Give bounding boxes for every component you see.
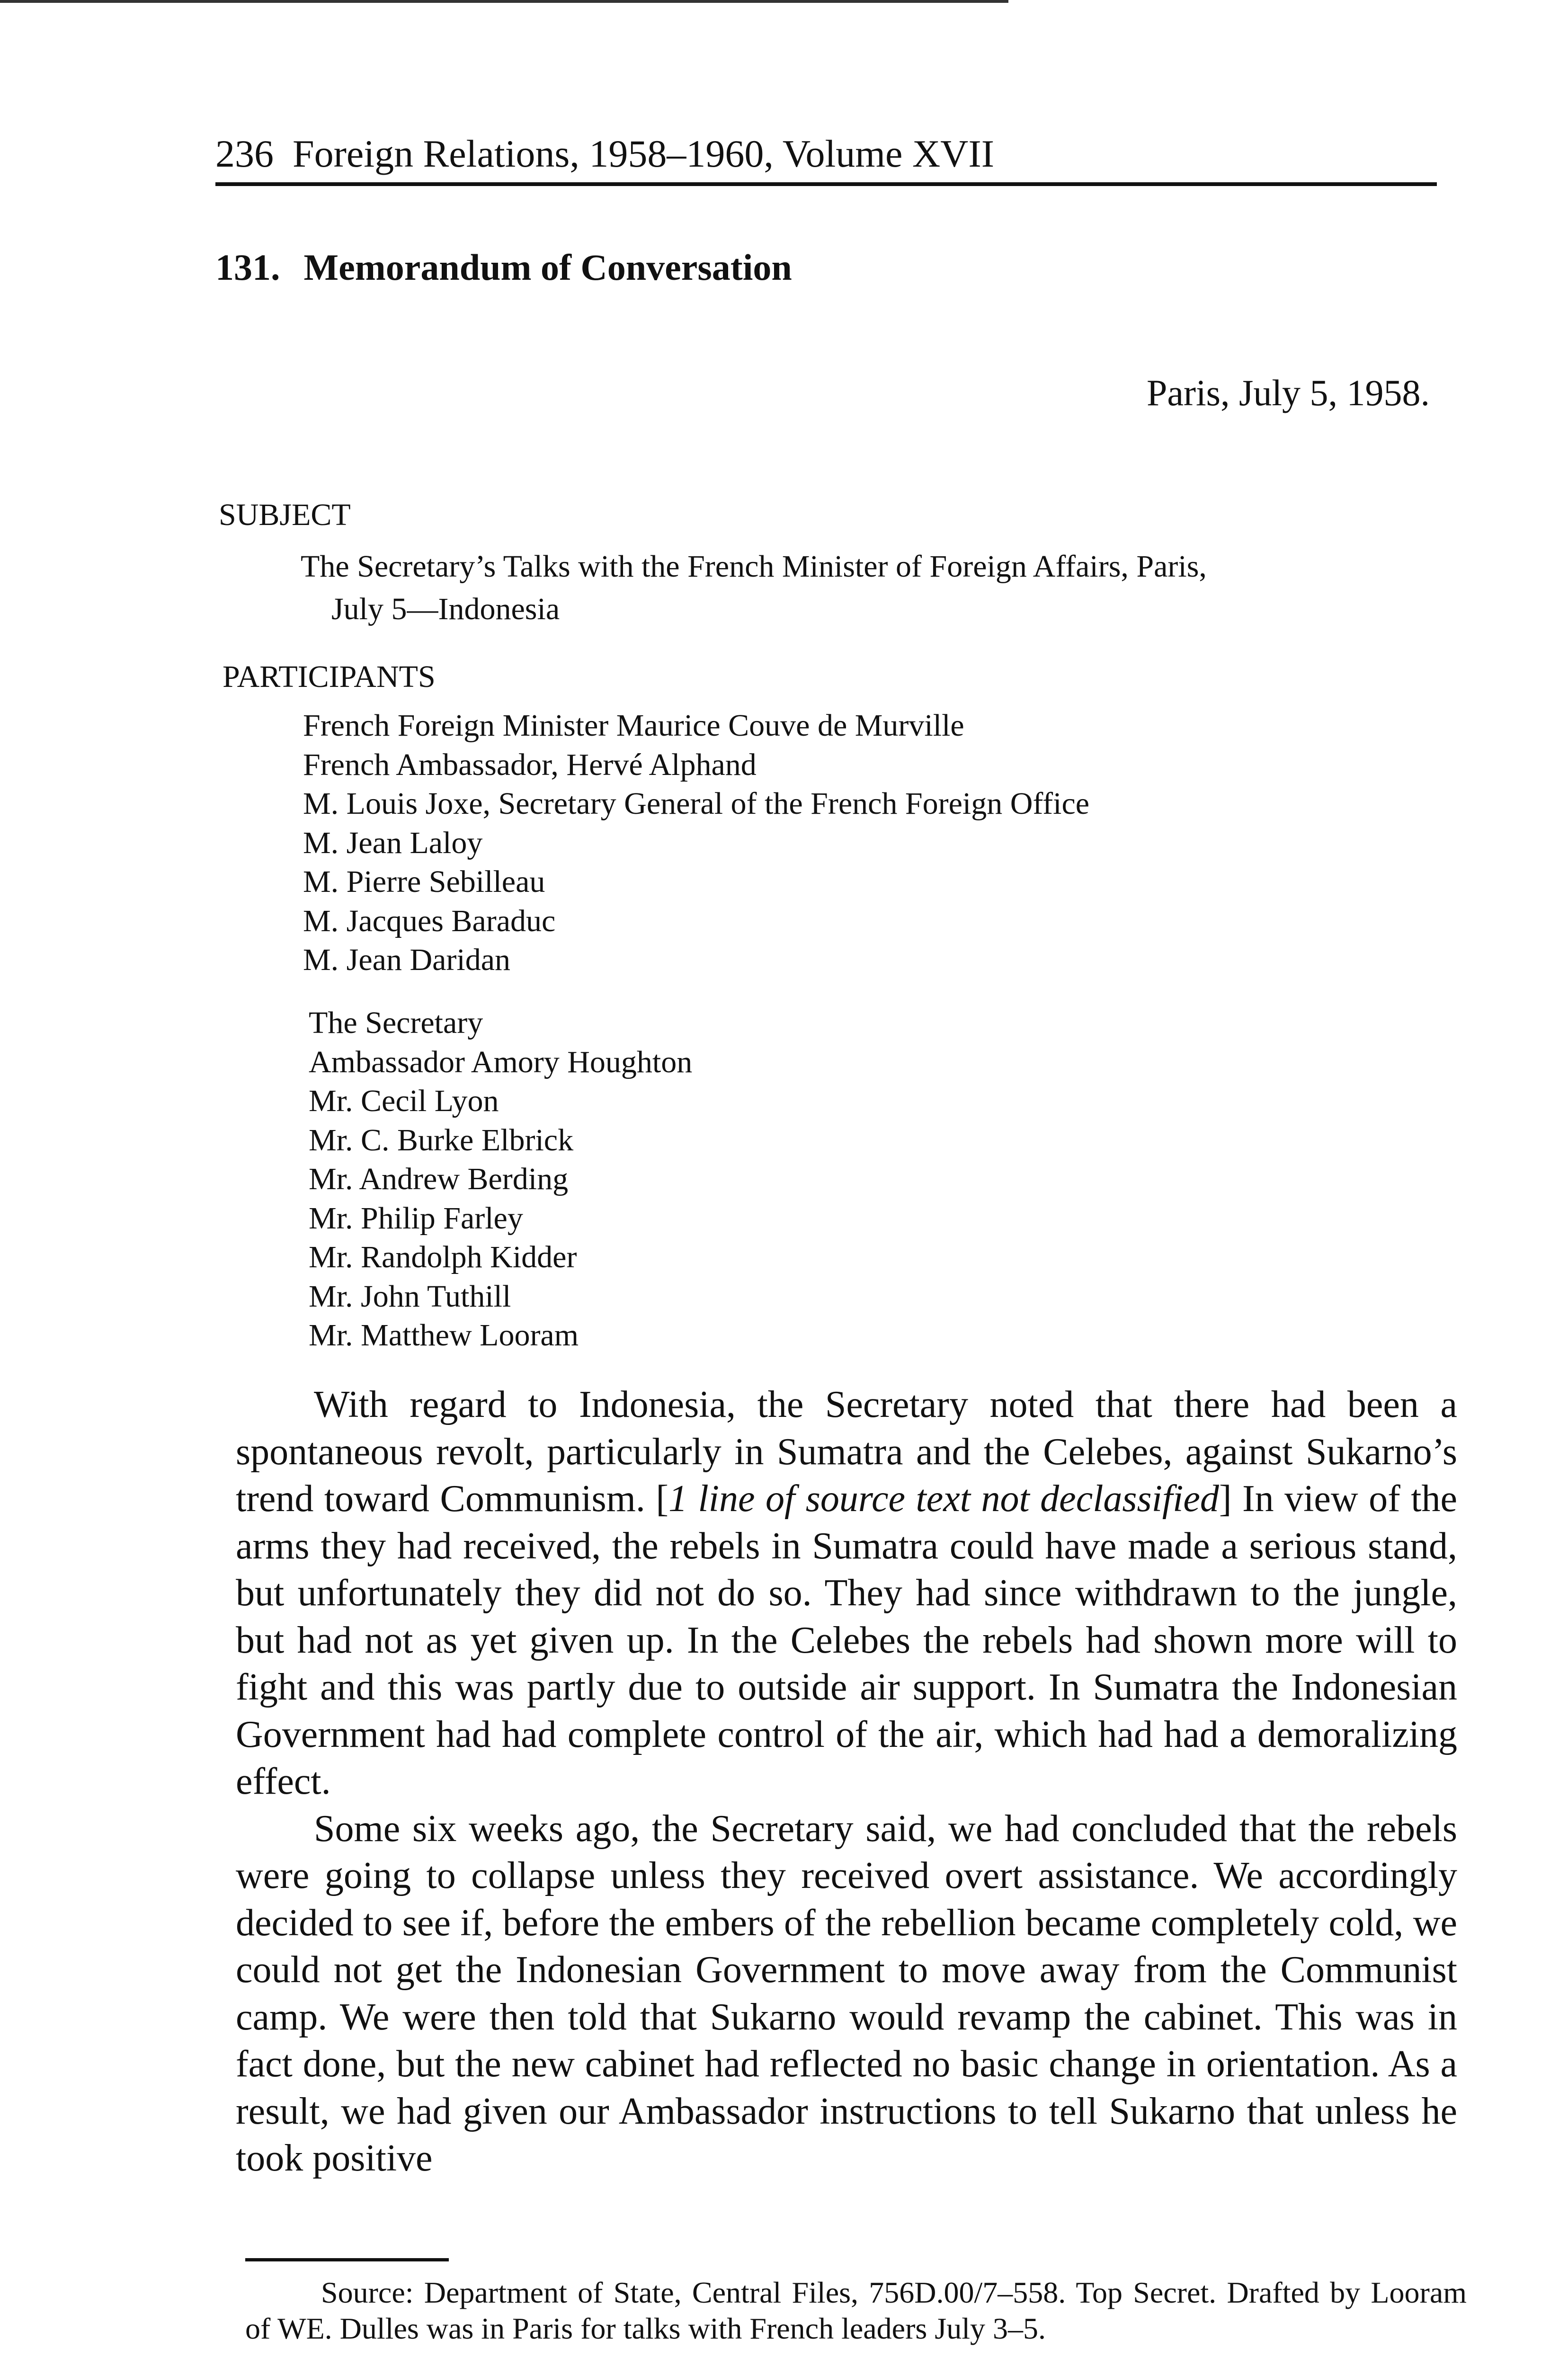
footnote-rule: [245, 2258, 449, 2261]
american-participants-list: [309, 1004, 692, 1355]
participant: French Ambassador, Hervé Alphand: [303, 747, 757, 782]
document-number: 131.: [215, 247, 280, 288]
body-paragraph-2: Some six weeks ago, the Secretary said, we had concluded that the rebels were going to collapse unless they received overt assistance. We accordingly decided to see if, before the embers of the rebellion became completely cold, we could not get the Indonesian Government to move away from the Communist camp. We were then told that Sukarno would revamp the cabinet. This was in fact done, but the new cabinet had reflected no basic change in orientation. As a result, we had given our Ambassador instructions to tell Sukarno that unless he took positive: [236, 1807, 1457, 2179]
participant: Mr. Cecil Lyon: [309, 1084, 499, 1118]
subject-line-1: The Secretary’s Talks with the French Minister of Foreign Affairs, Paris,: [301, 549, 1207, 584]
document-heading: [215, 244, 792, 291]
page-number: 236: [215, 132, 274, 175]
french-participants-list: [303, 706, 1089, 980]
participant: Mr. Matthew Looram: [309, 1318, 579, 1353]
scan-top-edge: [0, 0, 1008, 3]
source-footnote: [245, 2275, 1467, 2347]
subject-text: [301, 545, 1390, 631]
participant: Ambassador Amory Houghton: [309, 1044, 693, 1079]
subject-line-2: July 5—Indonesia: [331, 592, 560, 626]
document-title: Memorandum of Conversation: [303, 247, 792, 288]
participant: M. Pierre Sebilleau: [303, 864, 545, 899]
participant: M. Jean Daridan: [303, 943, 511, 977]
participant: Mr. Philip Farley: [309, 1201, 523, 1236]
participants-label: PARTICIPANTS: [223, 659, 436, 694]
subject-label: SUBJECT: [219, 498, 351, 532]
body-paragraph-1: [236, 1381, 1457, 1806]
participant: M. Jacques Baraduc: [303, 903, 556, 938]
participant: Mr. Andrew Berding: [309, 1162, 569, 1196]
memo-body: [236, 1381, 1457, 2182]
paragraph-1-end: ] In view of the arms they had received, the rebels in Sumatra could have made a serious stand, but unfortunately they did not do so. They had since withdrawn to the jungle, but had not as yet given up. In the Celebes the rebels had shown more will to fight and this was partly due to outside air support. In Sumatra the Indonesian Government had had complete control of the air, which had had a demoralizing effect.: [236, 1478, 1458, 1802]
participant: Mr. C. Burke Elbrick: [309, 1122, 574, 1157]
participant: Mr. John Tuthill: [309, 1279, 511, 1314]
paragraph-1-start: With regard to Indonesia, the Secretary noted that there had been a spontaneous revolt, particularly in Sumatra and the Celebes, against Sukarno’s trend toward Communism. [: [236, 1384, 1457, 1520]
participant: M. Jean Laloy: [303, 825, 483, 860]
participant: French Foreign Minister Maurice Couve de Murville: [303, 708, 964, 743]
redaction-note: 1 line of source text not declassified: [668, 1478, 1219, 1520]
footnote-text: Source: Department of State, Central Files, 756D.00/7–558. Top Secret. Drafted by Looram of WE. Dulles was in Paris for talks with French leaders July 3–5.: [245, 2276, 1467, 2345]
place-date: Paris, July 5, 1958.: [1146, 372, 1430, 413]
participant: Mr. Randolph Kidder: [309, 1240, 577, 1274]
participant: M. Louis Joxe, Secretary General of the French Foreign Office: [303, 786, 1090, 821]
running-head: [215, 130, 1437, 178]
running-title: Foreign Relations, 1958–1960, Volume XVII: [293, 132, 995, 175]
header-rule: [215, 182, 1437, 186]
participant: The Secretary: [309, 1006, 483, 1040]
